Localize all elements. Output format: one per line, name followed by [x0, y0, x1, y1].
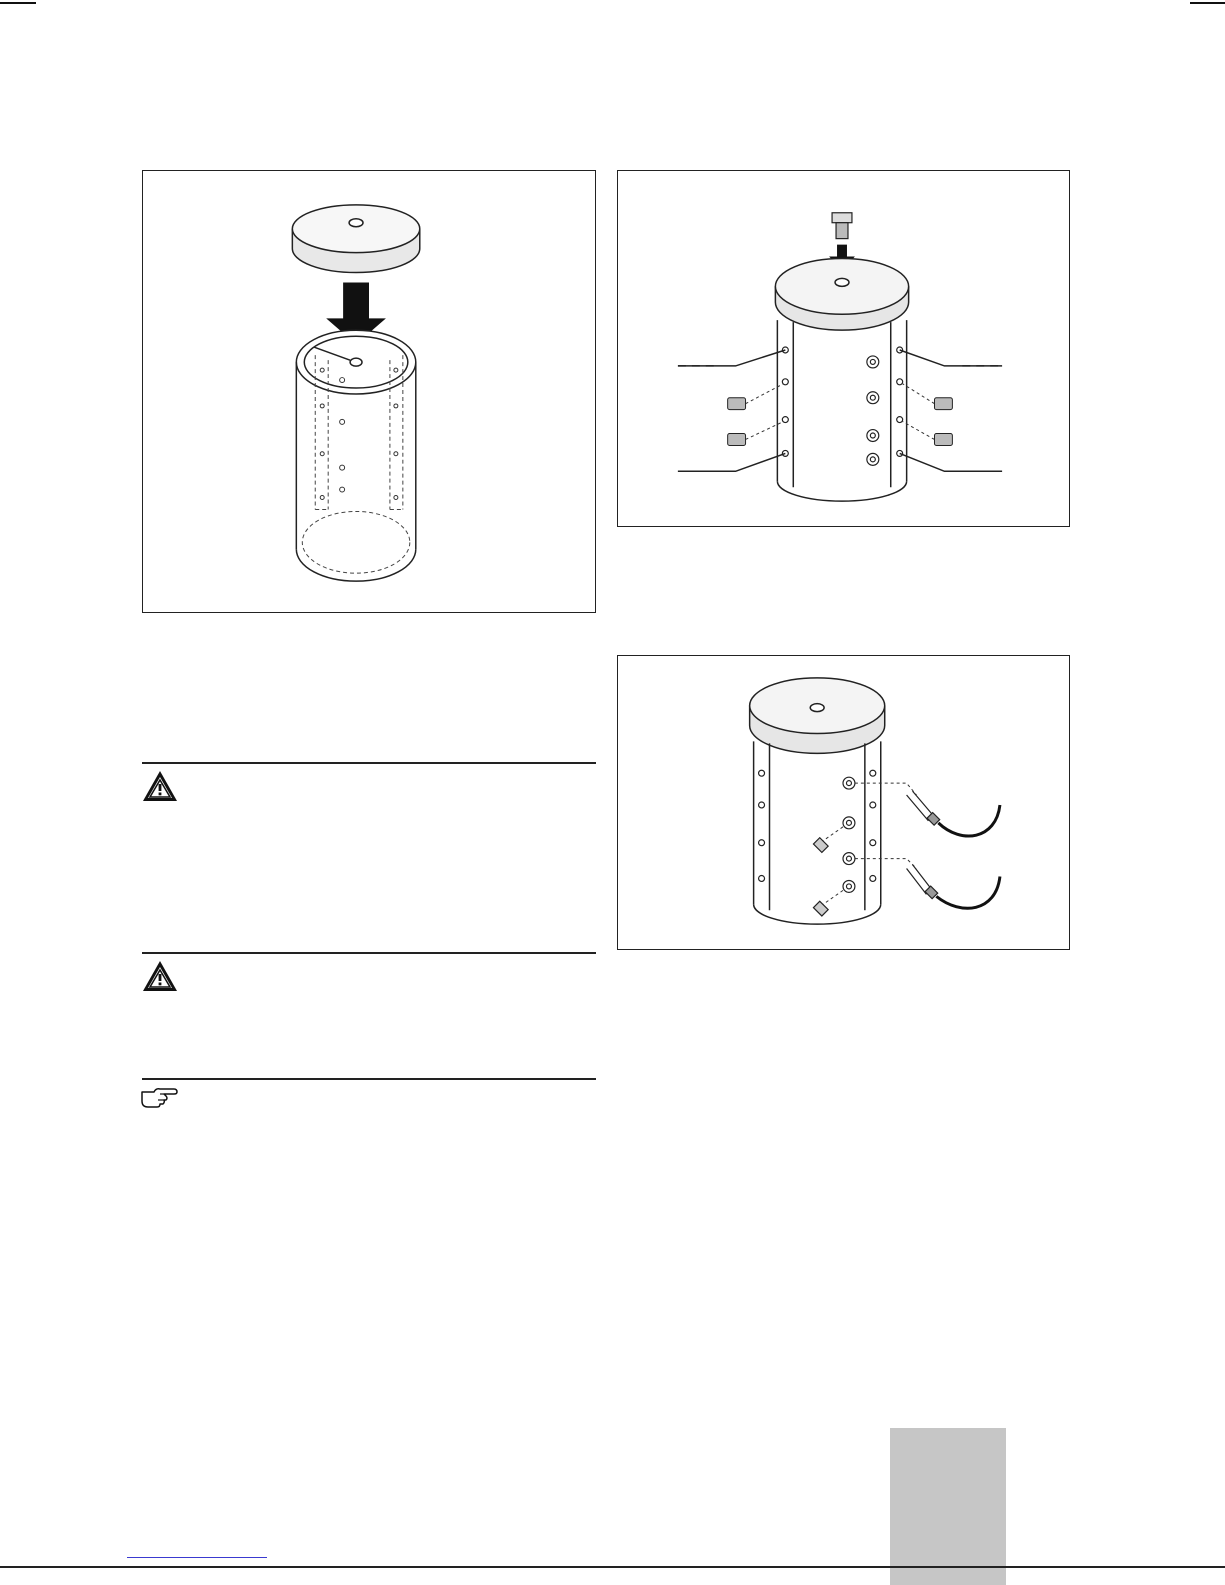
warning-triangle-icon — [142, 960, 178, 992]
warning-triangle-icon — [142, 770, 178, 802]
crop-mark-top-right — [1190, 2, 1225, 4]
note-divider — [142, 762, 596, 764]
footer-rule — [0, 1566, 1225, 1568]
sensor-insertion-figure — [617, 655, 1070, 950]
note-divider — [142, 1078, 596, 1080]
sensor-insertion-drawing — [618, 656, 1069, 949]
bolt-assembly-figure — [617, 170, 1070, 527]
footer-link-underline — [127, 1557, 267, 1558]
lid-placement-figure — [142, 170, 596, 613]
pointing-hand-icon — [140, 1086, 178, 1108]
page-tab-marker — [890, 1428, 1006, 1585]
lid-placement-drawing — [143, 171, 595, 612]
crop-mark-top-left — [0, 2, 36, 4]
bolt-assembly-drawing — [618, 171, 1069, 526]
note-divider — [142, 952, 596, 954]
